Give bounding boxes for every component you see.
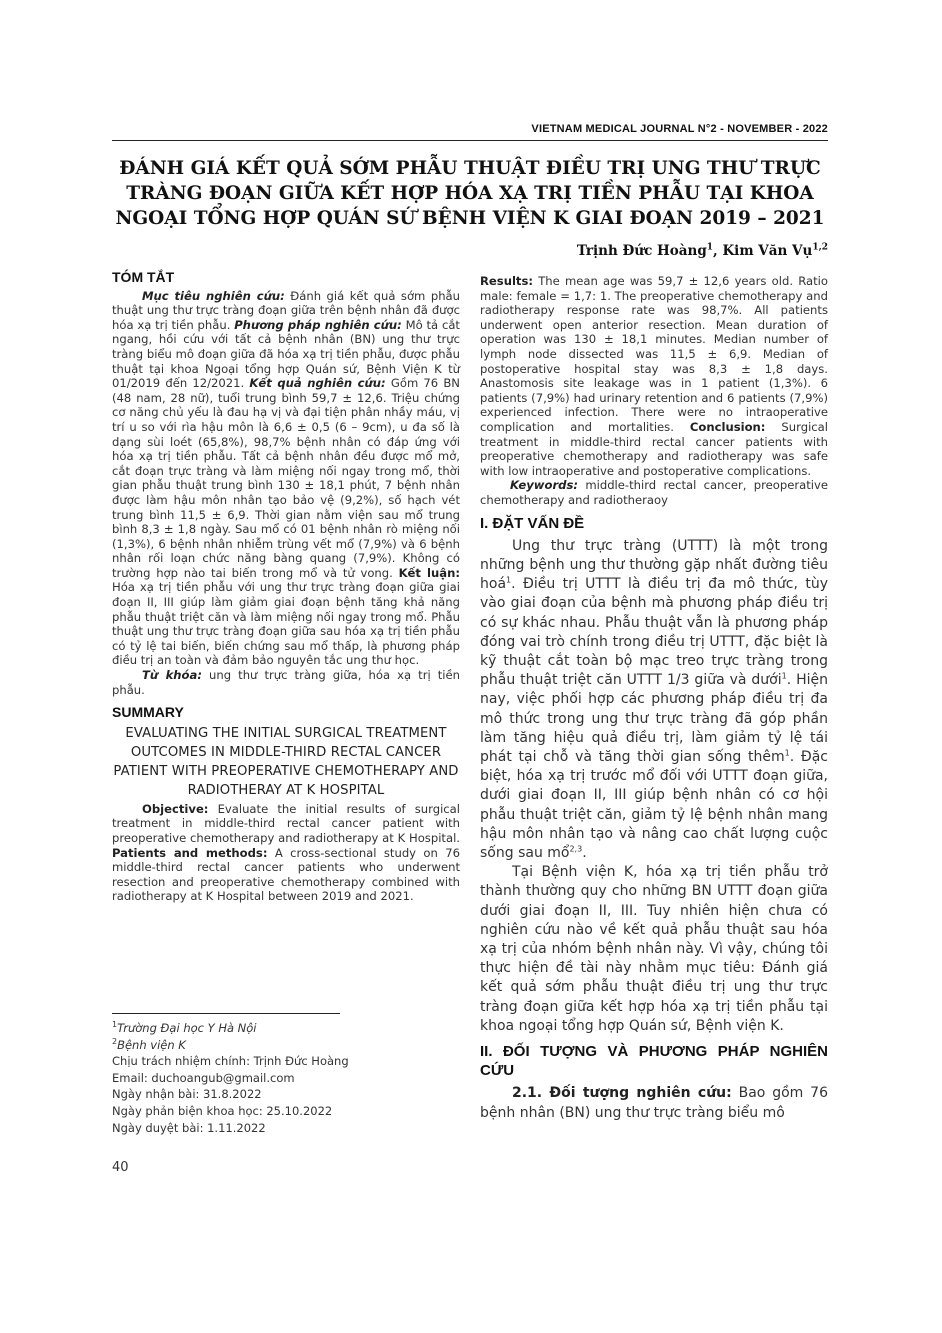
- introduction-paragraph-2: Tại Bệnh viện K, hóa xạ trị tiền phẫu trở thành thường quy cho những BN UTTT đoạn giữa dưới giai đoạn II, III. Tuy nhiên hiện chưa có nghiên cứu nào về kết quả phẫu thuật sau hóa xạ trị của nhóm bệnh nhân này. Vì vậy, chúng tôi thực hiện đề tài này nhằm mục tiêu: Đánh giá kết quả sớm phẫu thuật điều trị ung thư trực tràng đoạn giữa kết hợp hóa xạ trị tiền phẫu tại khoa ngoại tổng hợp Quán sứ, Bệnh viện K.: [480, 864, 828, 1034]
- summary-paragraph-continued: [480, 274, 828, 478]
- author-name: Trịnh Đức Hoàng: [576, 243, 707, 259]
- summary-keywords: [480, 478, 828, 507]
- subsection-label: 2.1. Đối tượng nghiên cứu:: [512, 1085, 732, 1102]
- intro-text: . Đặc biệt, hóa xạ trị trước mổ đối với UTTT đoạn giữa, dưới giai đoạn II, III giúp bệnh nhân có cơ hội phẫu thuật triệt căn, giảm tỷ lệ bệnh nhân mang hậu môn nhân tạo và nâng cao chất lượng cuộc sống sau mổ: [480, 748, 828, 861]
- affiliation-text: Bệnh viện K: [117, 1037, 186, 1052]
- summary-methods-text: A cross-sectional study on 76 middle-third rectal cancer patients who underwent resection and preoperative chemotherapy combined with radiotherapy at K Hospital between 2019 and 2021.: [112, 845, 461, 904]
- journal-header: VIETNAM MEDICAL JOURNAL N°2 - NOVEMBER - 2022: [531, 123, 828, 135]
- intro-text: Ung thư trực tràng (UTTT) là một trong những bệnh ung thư thường gặp nhất đường tiêu hoá: [480, 537, 828, 593]
- author-affiliation-mark: 1,2: [812, 242, 828, 253]
- author-line: [577, 243, 828, 259]
- keywords-text: ung thư trực tràng giữa, hóa xạ trị tiền phẫu.: [112, 668, 460, 697]
- left-column: [112, 270, 460, 904]
- summary-objective-text: Evaluate the initial results of surgical treatment in middle-third rectal cancer patient with preoperative chemotherapy and radiotherapy at K Hospital.: [112, 801, 460, 845]
- footnote-affiliation-1: [112, 1020, 460, 1037]
- keywords-vn: [112, 668, 460, 697]
- reviewed-date: Ngày phản biện khoa học: 25.10.2022: [112, 1103, 333, 1118]
- abstract-vn-paragraph: [112, 289, 460, 668]
- footnote-mark: 2: [112, 1036, 118, 1046]
- methods-label: Phương pháp nghiên cứu:: [234, 317, 402, 332]
- author-email: Email: duchoangub@gmail.com: [112, 1070, 295, 1085]
- approved-date: Ngày duyệt bài: 1.11.2022: [112, 1120, 266, 1135]
- section-heading-introduction: I. ĐẶT VẤN ĐỀ: [480, 514, 585, 532]
- footnote-affiliation-2: [112, 1037, 460, 1054]
- summary-conclusion-label: Conclusion:: [689, 419, 766, 434]
- summary-keywords-text: middle-third rectal cancer, preoperative chemotherapy and radiotheraoy: [480, 478, 828, 507]
- intro-text: . Hiện nay, việc phối hợp các phương pháp điều trị đa mô thức trong ung thư trực tràng đã góp phần làm tăng hiệu quả điều trị, làm giảm tỷ lệ tái phát tại chỗ và tăng thời gian sống thêm: [480, 672, 828, 765]
- methods-paragraph: [480, 1084, 828, 1122]
- introduction-paragraph-1: [480, 537, 828, 863]
- footnote-rule: [112, 1013, 340, 1014]
- objective-text: Đánh giá kết quả sớm phẫu thuật ung thư trực tràng đoạn giữa trên bệnh nhân đã được hóa xạ trị tiền phẫu.: [112, 288, 461, 332]
- header-rule: [112, 140, 828, 141]
- summary-conclusion-text: Surgical treatment in middle-third rectal cancer patients with preoperative chemotherapy and radiotherapy was safe with low intraoperative and postoperative complications.: [480, 419, 828, 478]
- summary-methods-label: Patients and methods:: [112, 845, 268, 860]
- conclusion-label: Kết luận:: [398, 565, 460, 580]
- results-label: Kết quả nghiên cứu:: [249, 376, 386, 391]
- body-text: [480, 514, 828, 1123]
- summary-results-label: Results:: [480, 274, 533, 288]
- summary-title: EVALUATING THE INITIAL SURGICAL TREATMENT OUTCOMES IN MIDDLE-THIRD RECTAL CANCER PATIENT WITH PREOPERATIVE CHEMOTHERAPY AND RADIOTHERAY AT K HOSPITAL: [113, 725, 459, 798]
- summary-paragraph: [112, 802, 460, 904]
- received-date: Ngày nhận bài: 31.8.2022: [112, 1087, 262, 1102]
- citation-mark: 1: [506, 575, 512, 585]
- author-name: Kim Văn Vụ: [722, 243, 813, 259]
- results-text: Gồm 76 BN (48 nam, 28 nữ), tuổi trung bình 59,7 ± 12,6. Triệu chứng cơ năng chủ yếu là đau hạ vị và đại tiện phân nhầy máu, vị trí u so với rìa hậu môn là 6,6 ± 0,5 (6 – 9cm), u đa số là dạng sùi loét (65,8%), 98,7% bệnh nhân có đáp ứng với hóa xạ trị tiền phẫu. Tất cả bệnh nhân đều được mổ mở, cắt đoạn trực tràng và làm miệng nối ngay trong mổ, thời gian phẫu thuật trung bình 130 ± 18,1 phút, 7 bệnh nhân được làm hậu môn nhân tạo bảo vệ (9,2%), số hạch vét trung bình 11,5 ± 6,9. Thời gian nằm viện sau mổ trung bình 8,3 ± 1,8 ngày. Sau mổ có 01 bệnh nhân rò miệng nối (1,3%), 6 bệnh nhân nhiễm trùng vết mổ (7,9%) và 6 bệnh nhân rối loạn chức năng bàng quang (7,9%). Không có trường hợp nào tai biến trong mổ và tử vong.: [112, 376, 460, 580]
- citation-mark: 1: [781, 671, 787, 681]
- section-heading-methods: II. ĐỐI TƯỢNG VÀ PHƯƠNG PHÁP NGHIÊN CỨU: [480, 1042, 828, 1080]
- intro-text: .: [582, 844, 587, 861]
- summary-objective-label: Objective:: [142, 801, 209, 816]
- author-affiliation-mark: 1: [706, 242, 714, 253]
- citation-mark: 2,3: [569, 844, 583, 854]
- footnote-mark: 1: [112, 1020, 118, 1030]
- keywords-label: Từ khóa:: [142, 668, 202, 683]
- right-column: [480, 274, 828, 1123]
- affiliation-text: Trường Đại học Y Hà Nội: [117, 1021, 257, 1035]
- article-title: ĐÁNH GIÁ KẾT QUẢ SỚM PHẪU THUẬT ĐIỀU TRỊ UNG THƯ TRỰC TRÀNG ĐOẠN GIỮA KẾT HỢP HÓA XẠ TRỊ TIỀN PHẪU TẠI KHOA NGOẠI TỔNG HỢP QUÁN SỨ BỆNH VIỆN K GIAI ĐOẠN 2019 – 2021: [115, 158, 825, 229]
- footnotes: [112, 1013, 460, 1136]
- summary-results-text: The mean age was 59,7 ± 12,6 years old. Ratio male: female = 1,7: 1. The preoperative chemotherapy and radiotherapy response rate was 98,7%. All patients underwent open anterior resection. Mean duration of operation was 130 ± 18,1 minutes. Median number of lymph node dissected was 11,5 ± 6,9. Median of postoperative hospital stay was 8,3 ± 1,8 days. Anastomosis site leakage was in 1 patient (1,3%). 6 patients (7,9%) had urinary retention and 6 patients (7,9%) experienced infection. There were no intraoperative complication and mortalities.: [480, 274, 828, 434]
- summary-keywords-label: Keywords:: [510, 478, 578, 493]
- summary-heading: SUMMARY: [112, 704, 184, 721]
- objective-label: Mục tiêu nghiên cứu:: [142, 288, 285, 303]
- methods-text: Mô tả cắt ngang, hồi cứu với tất cả bệnh nhân (BN) ung thư trực tràng biểu mô đoạn giữa đã hóa xạ trị tiền phẫu, được phẫu thuật tại khoa Ngoại tổng hợp Quán sứ, Bệnh Viện K từ 01/2019 đến 12/2021.: [112, 317, 460, 391]
- citation-mark: 1: [784, 748, 790, 758]
- abstract-heading: TÓM TẮT: [112, 269, 175, 285]
- page-number: 40: [112, 1160, 129, 1175]
- intro-text: . Điều trị UTTT là điều trị đa mô thức, tùy vào giai đoạn của bệnh mà phương pháp điều trị có sự khác nhau. Phẫu thuật vẫn là phương pháp đóng vai trò chính trong điều trị UTTT, đặc biệt là kỹ thuật cắt toàn bộ mạc treo trực tràng trong phẫu thuật triệt căn UTTT 1/3 giữa và dưới: [480, 576, 828, 689]
- responsible-author: Chịu trách nhiệm chính: Trịnh Đức Hoàng: [112, 1054, 349, 1069]
- conclusion-text: Hóa xạ trị tiền phẫu với ung thư trực tràng đoạn giữa giai đoạn II, III giúp làm giảm giai đoạn bệnh tăng khả năng phẫu thuật triệt căn và làm miệng nối ngay trong mổ. Phẫu thuật ung thư trực tràng đoạn giữa sau hóa xạ trị tiền phẫu có tỷ lệ tai biến, biến chứng sau mổ thấp, là phương pháp điều trị an toàn và đảm bảo nguyên tắc ung thư học.: [112, 580, 460, 668]
- subsection-text: Bao gồm 76 bệnh nhân (BN) ung thư trực tràng biểu mô: [480, 1085, 828, 1121]
- author-separator: ,: [713, 243, 723, 259]
